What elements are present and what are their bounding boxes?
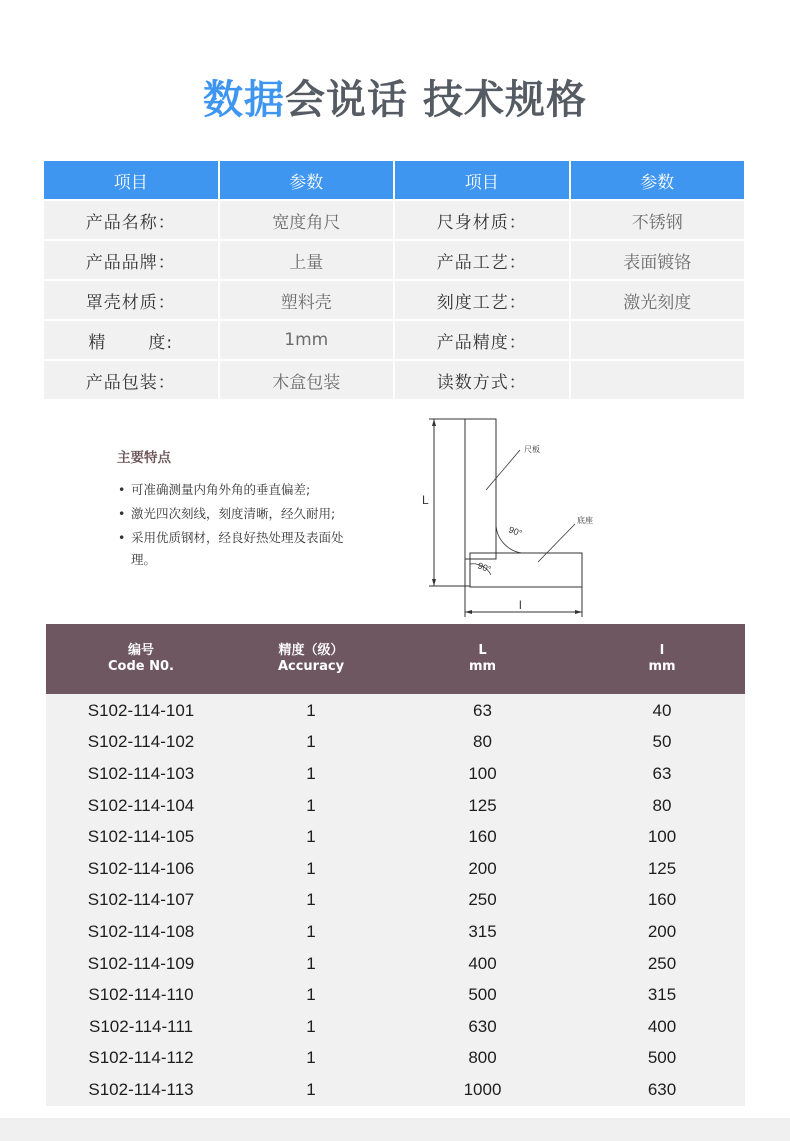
leader-blade [486, 450, 520, 490]
label-base: 底座 [577, 516, 593, 525]
accuracy-cell: 1 [306, 763, 316, 783]
table-row [46, 1074, 745, 1106]
arrow-left [465, 610, 472, 614]
spec-header-item-1: 项目 [43, 160, 219, 200]
code-cell: S102-114-106 [87, 858, 195, 878]
header-l-label: l [659, 643, 665, 658]
features-list [115, 479, 365, 571]
l-cell: 250 [647, 953, 677, 973]
spec-header-row [43, 160, 745, 200]
spec-header-param-1: 参数 [219, 160, 395, 200]
code-cell: S102-114-108 [87, 921, 195, 941]
header-code-en: Code N0. [108, 659, 174, 674]
code-cell: S102-114-105 [87, 827, 195, 847]
L-cell: 500 [468, 985, 497, 1005]
square-diagram [420, 412, 610, 624]
label-blade: 尺板 [524, 445, 540, 454]
code-cell: S102-114-110 [88, 985, 194, 1005]
accuracy-cell: 1 [306, 890, 316, 910]
spec-key: 罩壳材质： [43, 280, 219, 320]
accuracy-cell: 1 [306, 1016, 316, 1036]
header-L-label: L [478, 643, 487, 658]
model-table-body [46, 694, 745, 1106]
spec-row [43, 280, 745, 320]
L-cell: 250 [468, 890, 497, 910]
spec-key: 产品品牌： [43, 240, 219, 280]
code-cell: S102-114-113 [88, 1079, 194, 1099]
spec-key-precision-b: 度: [148, 332, 174, 353]
spec-key: 尺身材质： [394, 200, 570, 240]
table-row [46, 727, 745, 759]
table-row [46, 916, 745, 948]
spec-value: 表面镀铬 [570, 240, 746, 280]
spec-key: 读数方式： [394, 360, 570, 400]
label-l: l [519, 598, 522, 612]
L-cell: 800 [468, 1048, 497, 1068]
table-row [46, 853, 745, 885]
page-title [0, 72, 790, 128]
header-code-zh: 编号 [127, 643, 154, 658]
table-row [46, 979, 745, 1011]
l-cell: 40 [652, 700, 672, 720]
spec-header-item-2: 项目 [394, 160, 570, 200]
spec-value [570, 360, 746, 400]
features-heading: 主要特点 [117, 450, 171, 466]
L-cell: 200 [468, 858, 497, 878]
spec-value: 塑料壳 [219, 280, 395, 320]
code-cell: S102-114-111 [89, 1016, 193, 1036]
angle-label-top: 90° [507, 524, 524, 539]
accuracy-cell: 1 [306, 921, 316, 941]
accuracy-cell: 1 [306, 795, 316, 815]
table-row [46, 790, 745, 822]
spec-key-precision-a: 精 [88, 332, 107, 353]
header-code [46, 624, 236, 694]
header-l [579, 624, 745, 694]
header-L-unit: mm [468, 659, 497, 674]
table-row [46, 885, 745, 917]
spec-row [43, 320, 745, 360]
l-cell: 200 [647, 921, 677, 941]
accuracy-cell: 1 [306, 985, 316, 1005]
spec-key: 产品包装： [43, 360, 219, 400]
label-L: L [422, 493, 429, 507]
code-cell: S102-114-101 [87, 700, 195, 720]
arrow-up [432, 419, 436, 426]
L-cell: 125 [468, 795, 497, 815]
code-cell: S102-114-102 [87, 732, 195, 752]
spec-table [42, 159, 746, 401]
spec-value: 上量 [219, 240, 395, 280]
spec-key: 产品名称： [43, 200, 219, 240]
l-cell: 125 [647, 858, 677, 878]
L-cell: 80 [473, 732, 492, 752]
spec-row [43, 240, 745, 280]
l-cell: 315 [647, 985, 677, 1005]
spec-value: 1mm [219, 320, 395, 360]
table-row [46, 695, 745, 727]
accuracy-cell: 1 [306, 732, 316, 752]
L-cell: 100 [468, 763, 497, 783]
spec-row [43, 360, 745, 400]
l-cell: 400 [647, 1016, 677, 1036]
l-cell: 500 [647, 1048, 677, 1068]
code-cell: S102-114-109 [87, 953, 195, 973]
bottom-band [0, 1118, 790, 1141]
table-row [46, 1043, 745, 1075]
L-cell: 400 [468, 953, 497, 973]
spec-row [43, 200, 745, 240]
code-cell: S102-114-103 [87, 763, 195, 783]
feature-item: • 可准确测量内角外角的垂直偏差; [115, 479, 365, 501]
arrow-down [432, 579, 436, 586]
spec-header-param-2: 参数 [570, 160, 746, 200]
spec-value: 宽度角尺 [219, 200, 395, 240]
L-cell: 1000 [463, 1079, 502, 1099]
accuracy-cell: 1 [306, 858, 316, 878]
spec-value [570, 320, 746, 360]
title-rest: 会说话 技术规格 [285, 77, 587, 123]
spec-key: 产品工艺： [394, 240, 570, 280]
feature-item: • 激光四次刻线，刻度清晰，经久耐用; [115, 503, 365, 525]
l-cell: 630 [647, 1079, 677, 1099]
accuracy-cell: 1 [306, 827, 316, 847]
spec-value: 木盒包装 [219, 360, 395, 400]
spec-value: 激光刻度 [570, 280, 746, 320]
spec-value: 不锈钢 [570, 200, 746, 240]
header-L [386, 624, 579, 694]
L-cell: 63 [473, 700, 492, 720]
l-cell: 63 [652, 763, 672, 783]
table-row [46, 948, 745, 980]
code-cell: S102-114-104 [87, 795, 195, 815]
header-l-unit: mm [648, 659, 676, 674]
table-row [46, 1011, 745, 1043]
L-cell: 630 [468, 1016, 497, 1036]
accuracy-cell: 1 [306, 953, 316, 973]
arrow-right [575, 610, 582, 614]
l-cell: 50 [652, 732, 672, 752]
angle-label-bottom: 90° [476, 560, 493, 575]
table-row [46, 821, 745, 853]
spec-key-precision [43, 320, 219, 360]
header-accuracy [236, 624, 386, 694]
leader-base [538, 524, 575, 562]
title-accent: 数据 [203, 77, 286, 123]
header-accuracy-en: Accuracy [277, 659, 345, 674]
feature-item: • 采用优质钢材，经良好热处理及表面处理。 [115, 527, 365, 571]
blade [465, 419, 496, 559]
accuracy-cell: 1 [306, 1079, 316, 1099]
code-cell: S102-114-107 [87, 890, 195, 910]
spec-key: 产品精度： [394, 320, 570, 360]
l-cell: 80 [652, 795, 672, 815]
accuracy-cell: 1 [306, 1048, 316, 1068]
header-accuracy-zh: 精度（级） [278, 643, 344, 658]
l-cell: 160 [647, 890, 677, 910]
model-table-header [46, 624, 745, 694]
table-row [46, 758, 745, 790]
L-cell: 315 [468, 921, 497, 941]
L-cell: 160 [468, 827, 497, 847]
code-cell: S102-114-112 [88, 1048, 194, 1068]
spec-key: 刻度工艺： [394, 280, 570, 320]
accuracy-cell: 1 [306, 700, 316, 720]
features-block [115, 446, 365, 573]
l-cell: 100 [647, 827, 677, 847]
